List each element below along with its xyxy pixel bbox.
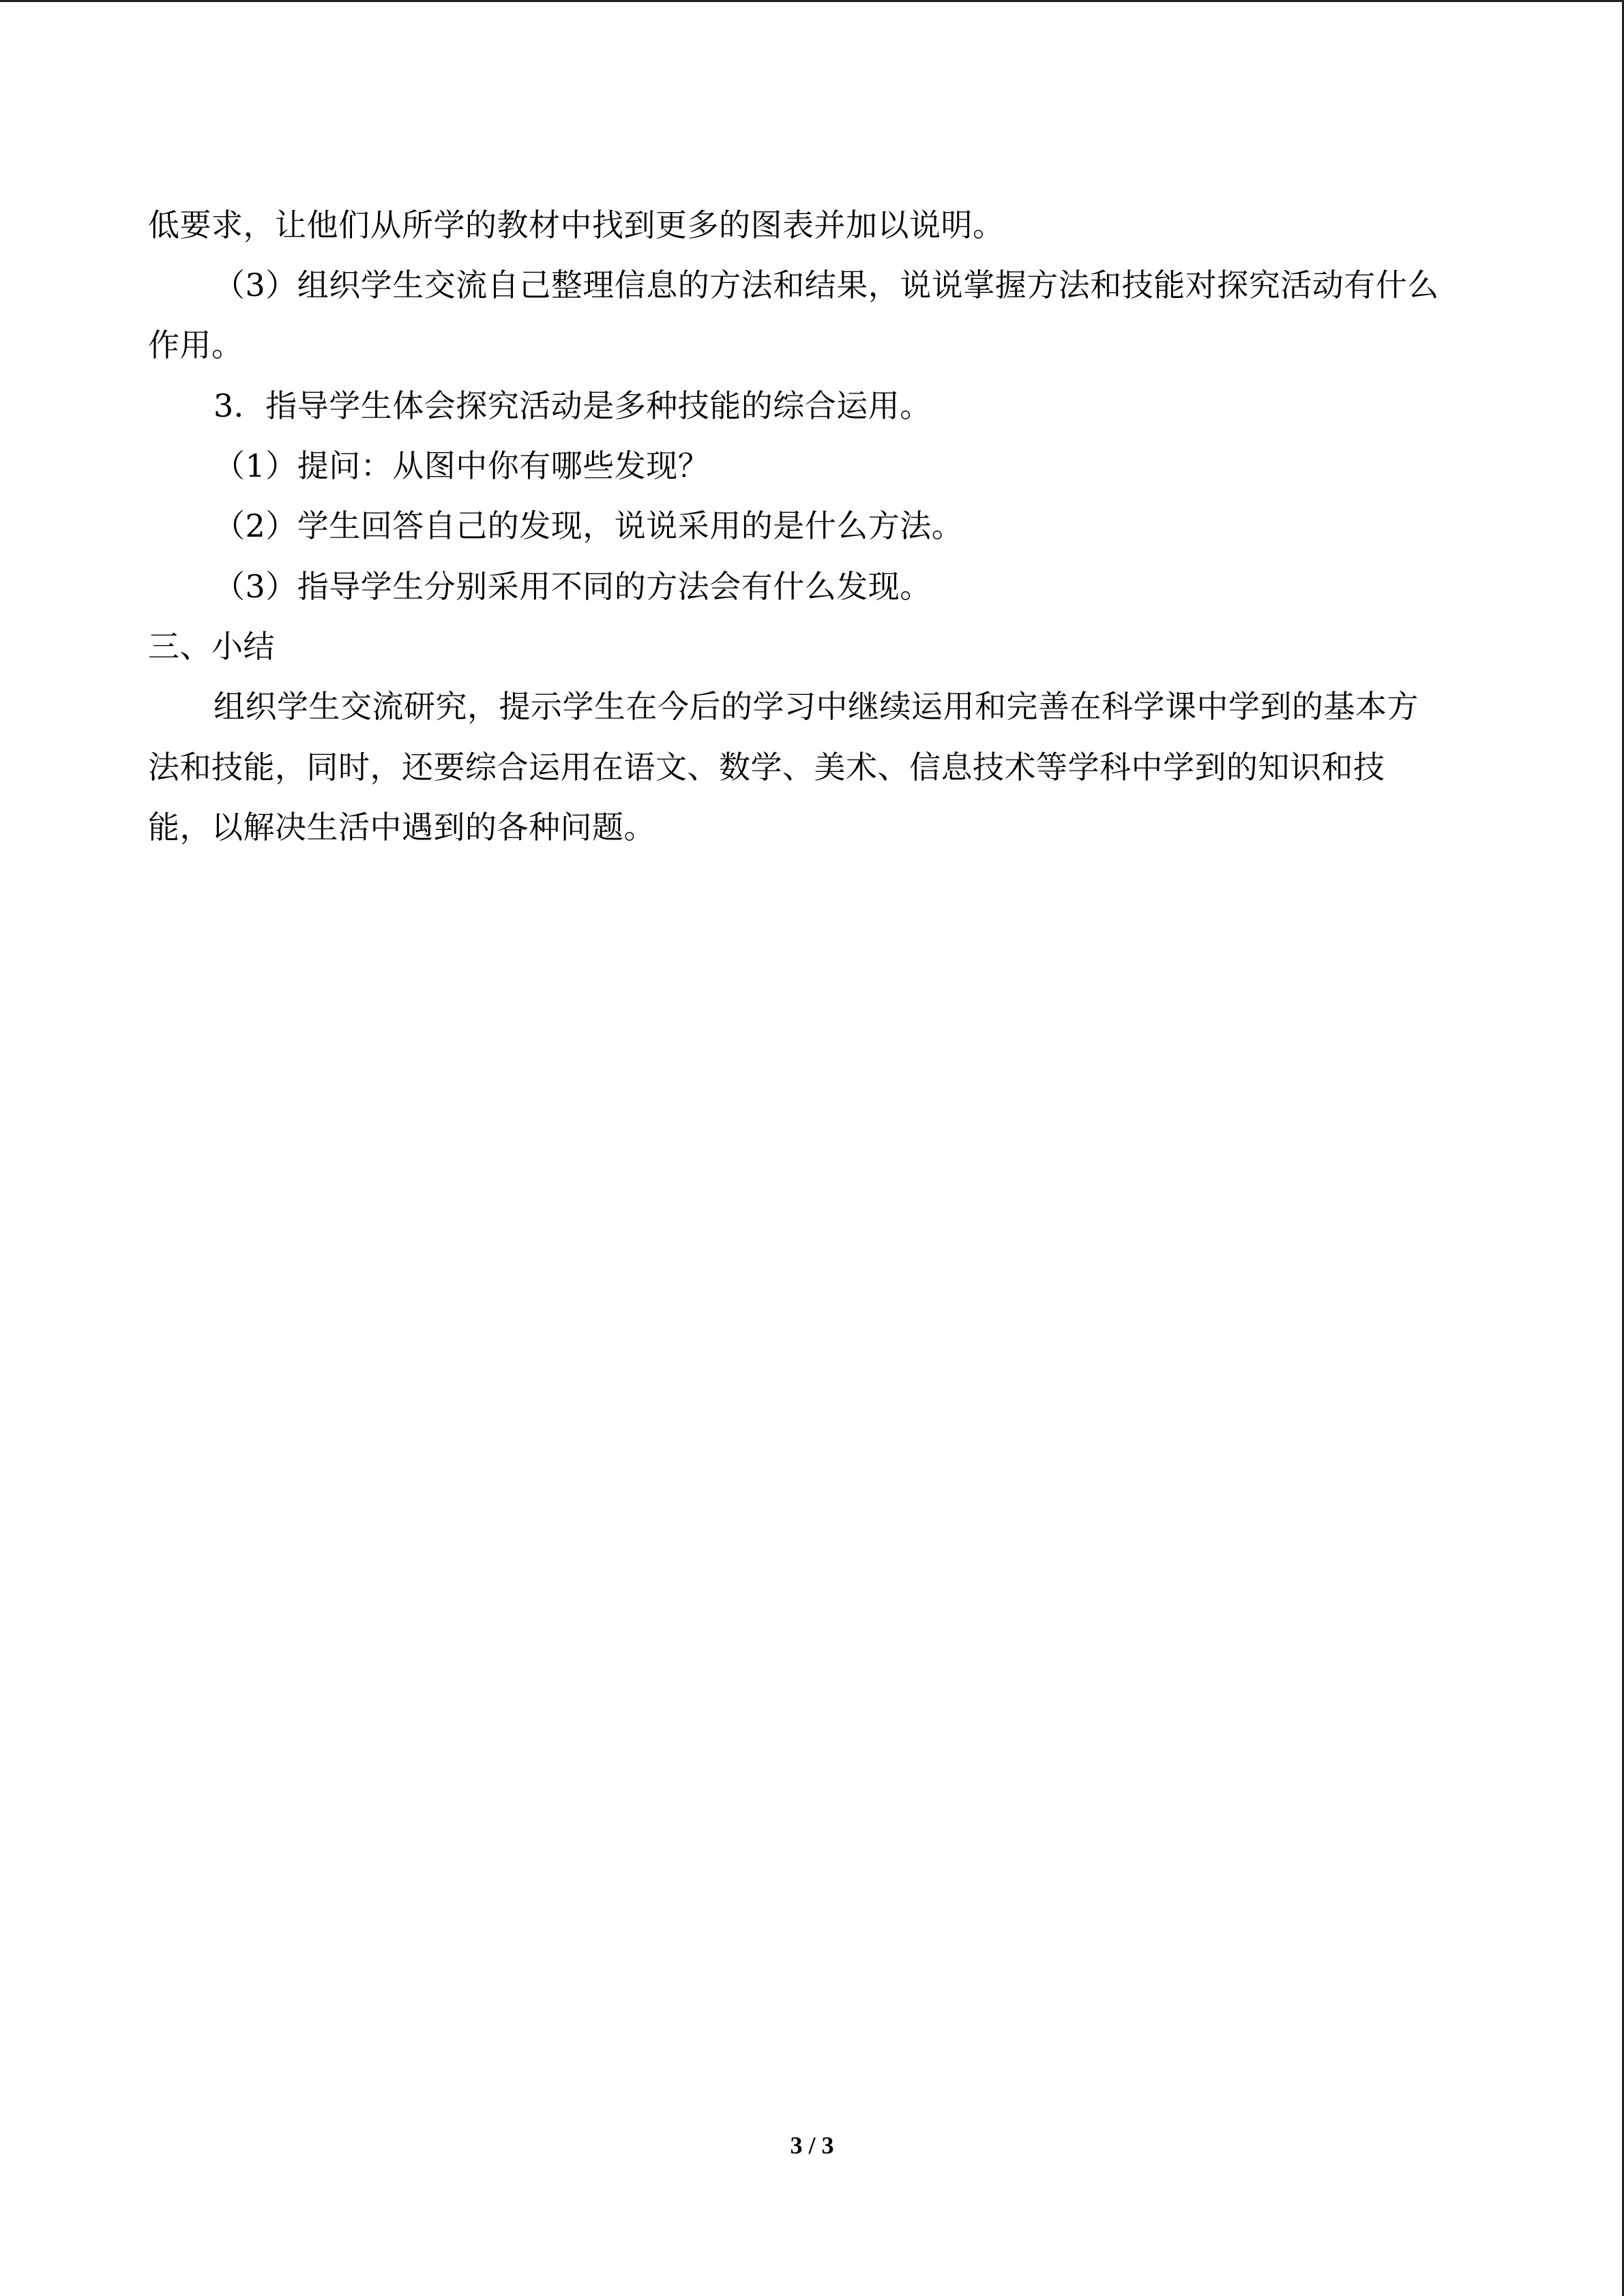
page-number: 3 / 3	[790, 2132, 834, 2159]
text-line-9: 组织学生交流研究，提示学生在今后的学习中继续运用和完善在科学课中学到的基本方	[213, 688, 1419, 725]
section-heading: 三、小结	[148, 628, 275, 665]
text-line-11: 能，以解决生活中遇到的各种问题。	[148, 809, 655, 846]
text-line-1: 低要求，让他们从所学的教材中找到更多的图表并加以说明。	[148, 207, 1005, 243]
text-line-3: 作用。	[148, 327, 243, 363]
text-line-6: （2）学生回答自己的发现，说说采用的是什么方法。	[213, 507, 964, 544]
text-line-5: （1）提问：从图中你有哪些发现？	[213, 447, 710, 484]
text-line-10: 法和技能，同时，还要综合运用在语文、数学、美术、信息技术等学科中学到的知识和技	[148, 749, 1385, 786]
text-line-7: （3）指导学生分别采用不同的方法会有什么发现。	[213, 568, 932, 605]
text-line-4: 3．指导学生体会探究活动是多种技能的综合运用。	[213, 387, 932, 424]
text-line-2: （3）组织学生交流自己整理信息的方法和结果，说说掌握方法和技能对探究活动有什么	[213, 267, 1439, 303]
